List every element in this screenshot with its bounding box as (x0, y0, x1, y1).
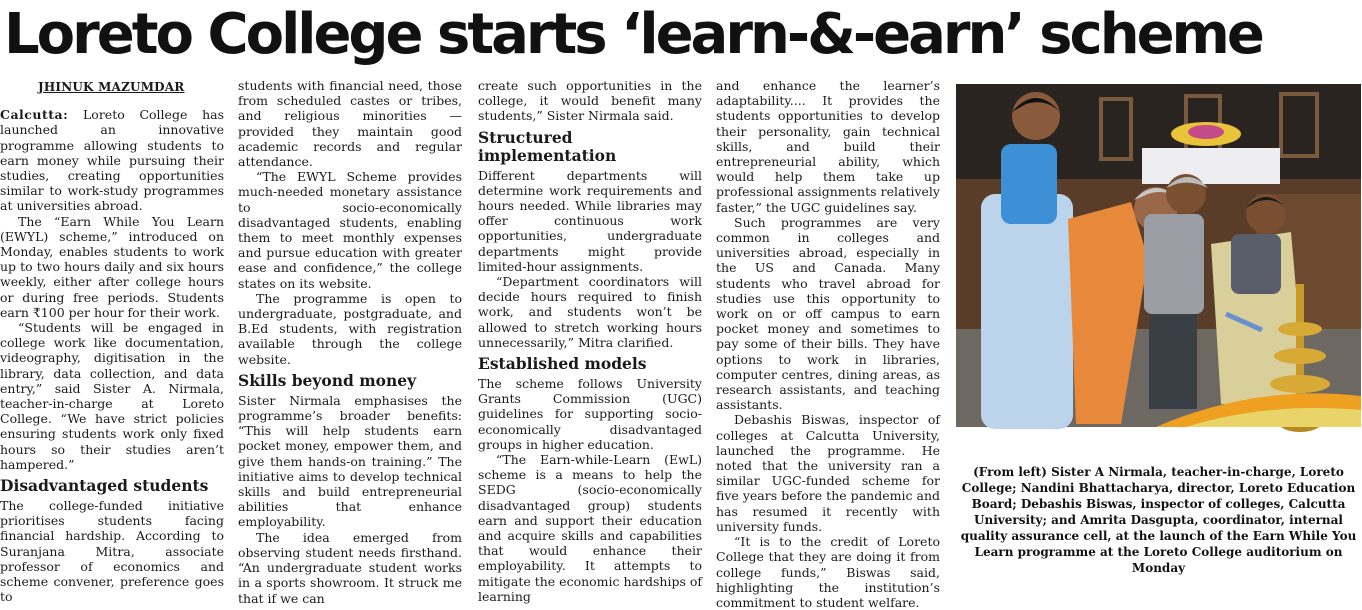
paragraph: “The Earn-while-Learn (EwL) scheme is a means to help the SEDG (socio-economically disadvantaged group) students earn and support their education and acquire skills and capabilities that would enhance their employability. It attempts to mitigate the economic hardships of learning (478, 452, 702, 604)
article-column-4 (716, 78, 940, 610)
paragraph: “The EWYL Scheme provides much-needed monetary assistance to socio-economically disadvantaged students, enabling them to meet monthly expenses and pursue education with greater ease and confidence,” the college states on its website. (238, 169, 462, 291)
subheading-structured-implementation: Structured implementation (478, 127, 617, 165)
paragraph: “Students will be engaged in college work like documentation, videography, digitisation in the library, data collection, and data entry,” said Sister A. Nirmala, teacher-in-charge at Loreto College. “We have strict policies ensuring students work only fixed hours so their studies aren’t hampered.” (0, 320, 224, 472)
paragraph: create such opportunities in the college, it would benefit many students,” Sister Nirmala said. (478, 78, 702, 124)
paragraph: The idea emerged from observing student needs firsthand. “An undergraduate student works in a sports showroom. It struck me that if we can (238, 529, 462, 606)
paragraph: Sister Nirmala emphasises the programme’s broader benefits: “This will help students earn pocket money, empower them, and give them hands-on training.” The initiative aims to develop technical skills and build entrepreneurial abilities that enhance employability. (238, 392, 462, 530)
article-column-1 (0, 78, 224, 605)
subheading-established-models: Established models (478, 354, 647, 374)
article-column-2 (238, 78, 462, 606)
paragraph: The “Earn While You Learn (EWYL) scheme,” introduced on Monday, enables students to work up to two hours daily and six hours weekly, either after college hours or during free periods. Students earn ₹100 per hour for their work. (0, 213, 224, 320)
headline: Loreto College starts ‘learn-&-earn’ scheme (4, 2, 1262, 67)
paragraph: Different departments will determine work requirements and hours needed. While libraries may offer continuous work opportunities, undergraduate departments might provide limited-hour assignments. (478, 167, 702, 274)
paragraph: Debashis Biswas, inspector of colleges at Calcutta University, launched the programme. He noted that the university ran a similar UGC-funded scheme for five years before the pandemic and has resumed it recently with university funds. (716, 412, 940, 534)
subheading-disadvantaged-students: Disadvantaged students (0, 476, 209, 496)
paragraph: “It is to the credit of Loreto College that they are doing it from college funds,” Biswas said, highlighting the institution’s commitment to student welfare. (716, 534, 940, 610)
lead-paragraph (0, 107, 224, 213)
news-photo (956, 84, 1361, 427)
photo-caption: (From left) Sister A Nirmala, teacher-in-charge, Loreto College; Nandini Bhattacharya, director, Loreto Education Board; Debashis Biswas, inspector of colleges, Calcutta University; and Amrita Dasgupta, coordinator, internal quality assurance cell, at the launch of the Earn While You Learn programme at the Loreto College auditorium on Monday (960, 465, 1357, 575)
byline: JHINUK MAZUMDAR (38, 80, 185, 94)
paragraph: students with financial need, those from scheduled castes or tribes, and religious minorities — provided they maintain good academic records and regular attendance. (238, 78, 462, 170)
paragraph: The programme is open to undergraduate, postgraduate, and B.Ed students, with registration available through the college website. (238, 290, 462, 367)
paragraph: “Department coordinators will decide hours required to finish work, and students won’t be allowed to stretch working hours unnecessarily,” Mitra clarified. (478, 274, 702, 350)
dateline: Calcutta: (0, 107, 69, 123)
subheading-skills-beyond-money: Skills beyond money (238, 370, 417, 390)
paragraph: The college-funded initiative prioritises students facing financial hardship. According to Suranjana Mitra, associate professor of economics and scheme convener, preference goes to (0, 498, 224, 605)
photo-illustration (956, 84, 1361, 427)
paragraph: The scheme follows University Grants Commission (UGC) guidelines for supporting socio-economically disadvantaged groups in higher education. (478, 376, 702, 452)
lead-text: Loreto College has launched an innovative programme allowing students to earn money while pursuing their studies, creating opportunities similar to work-study programmes at universities abroad. (0, 107, 224, 214)
paragraph: Such programmes are very common in colleges and universities abroad, especially in the US and Canada. Many students who travel abroad for studies use this opportunity to work on or off campus to earn pocket money and sometimes to pay some of their bills. They have options to work in libraries, computer centres, dining areas, as research assistants, and teaching assistants. (716, 214, 940, 413)
article-column-3 (478, 78, 702, 604)
paragraph: and enhance the learner’s adaptability.... It provides the students opportunities to develop their personality, gain technical skills, and build their entrepreneurial ability, which would help them take up professional assignments relatively faster,” the UGC guidelines say. (716, 78, 940, 215)
